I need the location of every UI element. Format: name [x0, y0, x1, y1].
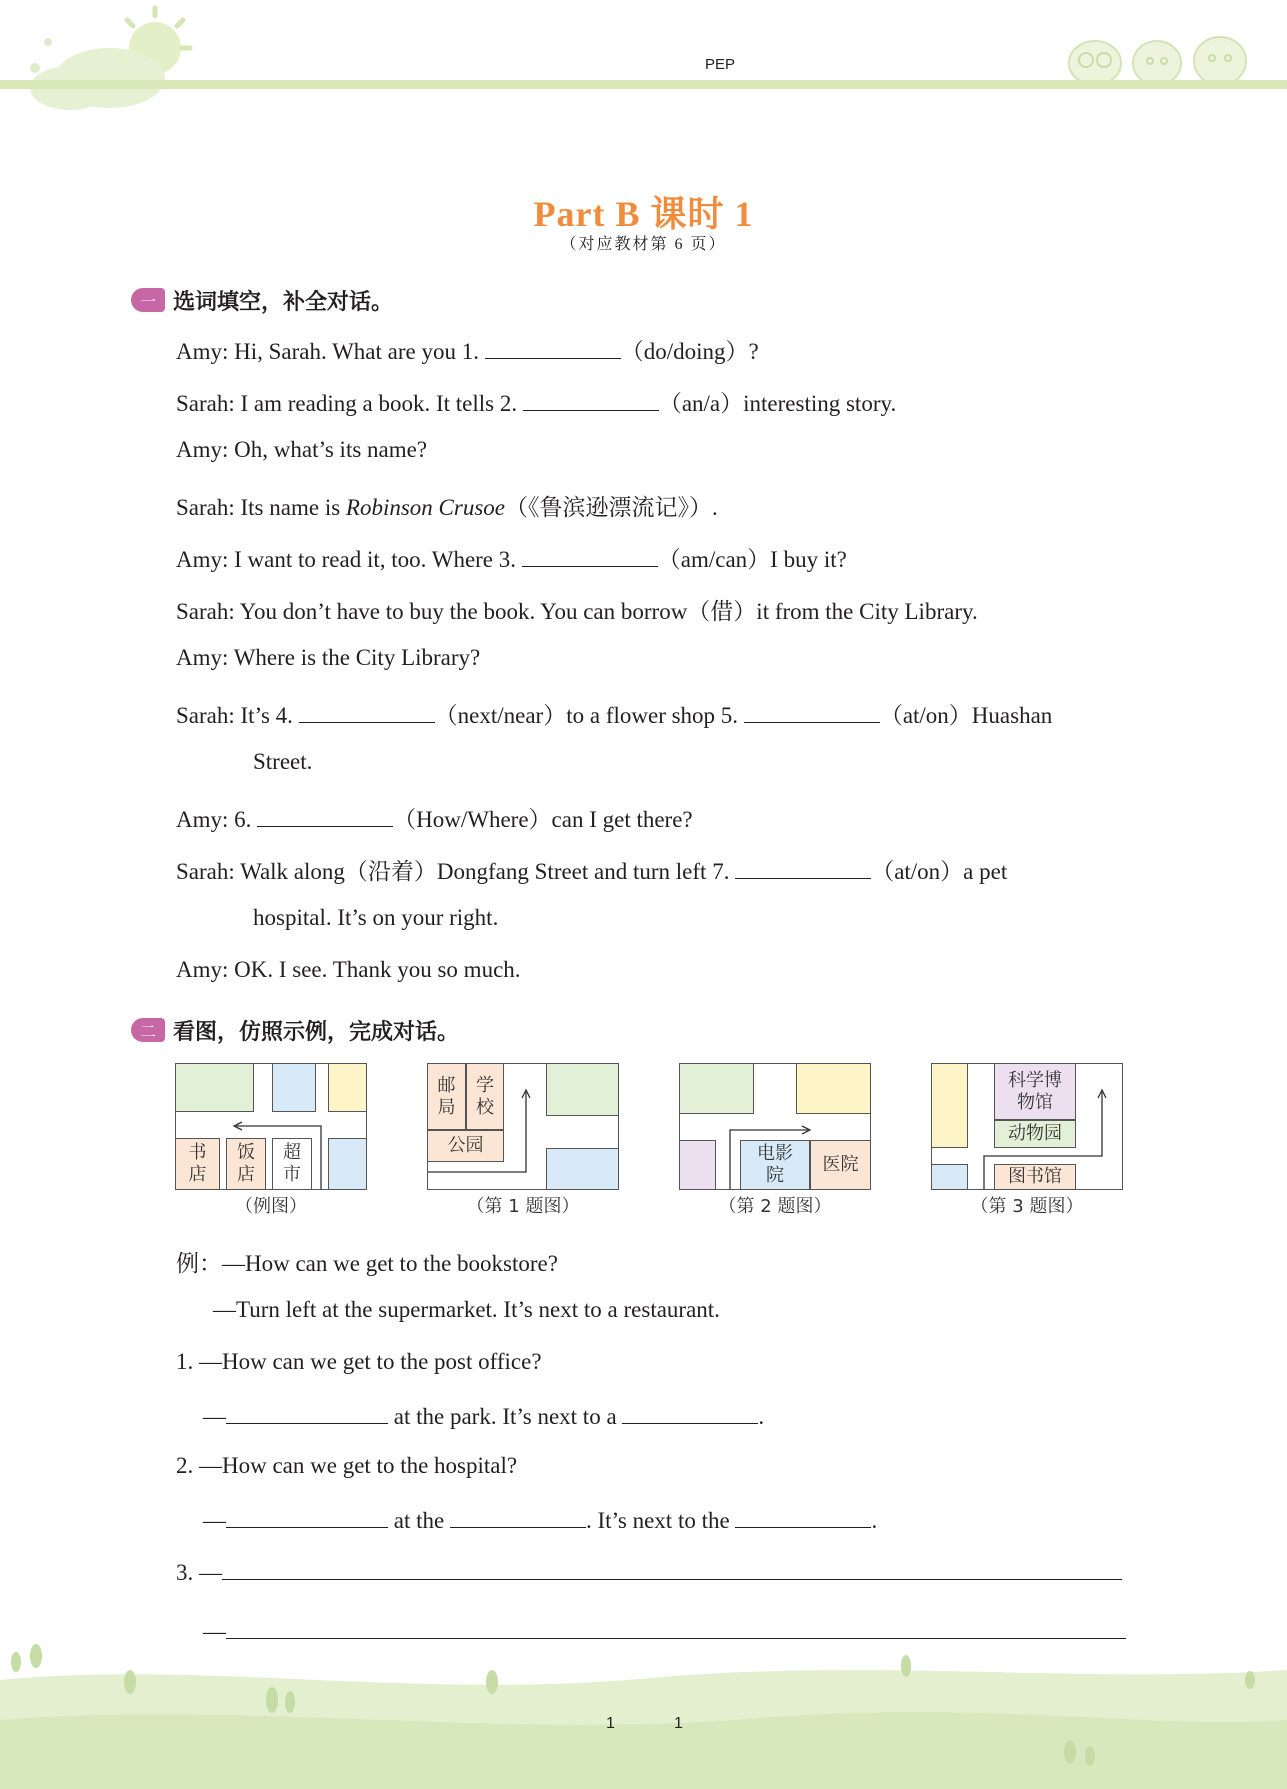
page-title: Part B 课时 1 [533, 194, 754, 234]
map-question-1-caption: （第 1 题图） [466, 1196, 580, 1217]
question-1: 1. —How can we get to the post office? [176, 1349, 542, 1374]
dialogue-line-1: Amy: Hi, Sarah. What are you 1. （do/doing）? [176, 333, 759, 366]
dialogue-line-10: Sarah: Walk along（沿着）Dongfang Street and turn left 7. （at/on）a pet [176, 853, 1007, 886]
page-number-right: 1 [674, 1715, 683, 1732]
example-map-caption: （例图） [235, 1196, 307, 1217]
dialogue-line-3: Amy: Oh, what’s its name? [176, 437, 428, 462]
answer-1-line: — at the park. It’s next to a . [203, 1401, 764, 1430]
sun-cloud-decoration [0, 0, 200, 115]
map-question-2 [679, 1063, 871, 1190]
series-label: PEP [705, 56, 736, 73]
route-arrow [680, 1064, 870, 1189]
dialogue-line-9: Amy: 6. （How/Where）can I get there? [176, 801, 693, 834]
route-arrow [428, 1064, 618, 1189]
dialogue-line-6: Sarah: You don’t have to buy the book. You can borrow（借）it from the City Library. [176, 599, 978, 624]
answer-blank-4[interactable] [299, 700, 435, 723]
dialogue-line-2: Sarah: I am reading a book. It tells 2. （an/a）interesting story. [176, 385, 896, 418]
map-label-supermarket: 超市 [272, 1138, 312, 1189]
answer-blank-3[interactable] [522, 544, 658, 567]
section-2-header [131, 1016, 459, 1044]
map-label-zoo: 动物园 [994, 1120, 1076, 1148]
dialogue-line-5: Amy: I want to read it, too. Where 3. （am/can）I buy it? [176, 541, 847, 574]
dialogue-line-8: Sarah: It’s 4. （next/near）to a flower shop 5. （at/on）Huashan [176, 697, 1052, 730]
answer-2-blank-c[interactable] [735, 1505, 871, 1528]
question-3-line: 3. — [176, 1557, 1122, 1586]
answer-2-blank-a[interactable] [226, 1505, 388, 1528]
textbook-reference: （对应教材第 6 页） [560, 236, 727, 253]
answer-blank-1[interactable] [485, 336, 621, 359]
dialogue-line-7: Amy: Where is the City Library? [176, 645, 481, 670]
map-label-park: 公园 [428, 1130, 504, 1162]
section-1-instruction: 选词填空，补全对话。 [173, 289, 394, 315]
example-map [175, 1063, 367, 1190]
dialogue-line-11: Amy: OK. I see. Thank you so much. [176, 957, 521, 982]
answer-3-line: — [203, 1616, 1126, 1645]
dialogue-line-8-cont: Street. [253, 749, 313, 774]
question-3-blank[interactable] [222, 1557, 1122, 1580]
dialogue-line-4: Sarah: Its name is Robinson Crusoe（《鲁滨逊漂流记》）. [176, 495, 718, 520]
answer-blank-5[interactable] [744, 700, 880, 723]
section-1-header [131, 286, 393, 314]
answer-3-blank[interactable] [226, 1616, 1126, 1639]
section-1-badge: 一 [131, 288, 165, 312]
route-arrow [176, 1064, 366, 1189]
book-title: Robinson Crusoe [345, 495, 505, 520]
map-label-hospital: 医院 [810, 1140, 870, 1189]
example-question: 例：—How can we get to the bookstore? [176, 1251, 558, 1276]
route-arrow [932, 1064, 1122, 1189]
map-label-cinema: 电影院 [740, 1140, 810, 1189]
answer-1-blank-a[interactable] [226, 1401, 388, 1424]
answer-1-blank-b[interactable] [622, 1401, 758, 1424]
landscape-decoration [0, 1640, 1287, 1789]
map-question-3-caption: （第 3 题图） [970, 1196, 1084, 1217]
page-number-left: 1 [606, 1715, 615, 1732]
section-2-instruction: 看图，仿照示例，完成对话。 [173, 1019, 460, 1045]
answer-blank-6[interactable] [257, 804, 393, 827]
map-label-science-museum: 科学博物馆 [994, 1064, 1076, 1120]
header-band [0, 80, 1287, 89]
example-answer: —Turn left at the supermarket. It’s next to a restaurant. [213, 1297, 720, 1322]
dialogue-line-10-cont: hospital. It’s on your right. [253, 905, 499, 930]
map-question-3 [931, 1063, 1123, 1190]
map-label-school: 学校 [466, 1064, 504, 1130]
answer-2-line: — at the . It’s next to the . [203, 1505, 877, 1534]
answer-2-blank-b[interactable] [450, 1505, 586, 1528]
question-2: 2. —How can we get to the hospital? [176, 1453, 518, 1478]
map-question-1 [427, 1063, 619, 1190]
map-question-2-caption: （第 2 题图） [718, 1196, 832, 1217]
map-label-restaurant: 饭店 [226, 1138, 266, 1189]
map-label-library: 图书馆 [994, 1164, 1076, 1189]
map-label-bookstore: 书店 [176, 1138, 220, 1189]
answer-blank-2[interactable] [523, 388, 659, 411]
section-2-badge: 二 [131, 1018, 165, 1042]
map-label-post-office: 邮局 [428, 1064, 466, 1130]
answer-blank-7[interactable] [735, 856, 871, 879]
